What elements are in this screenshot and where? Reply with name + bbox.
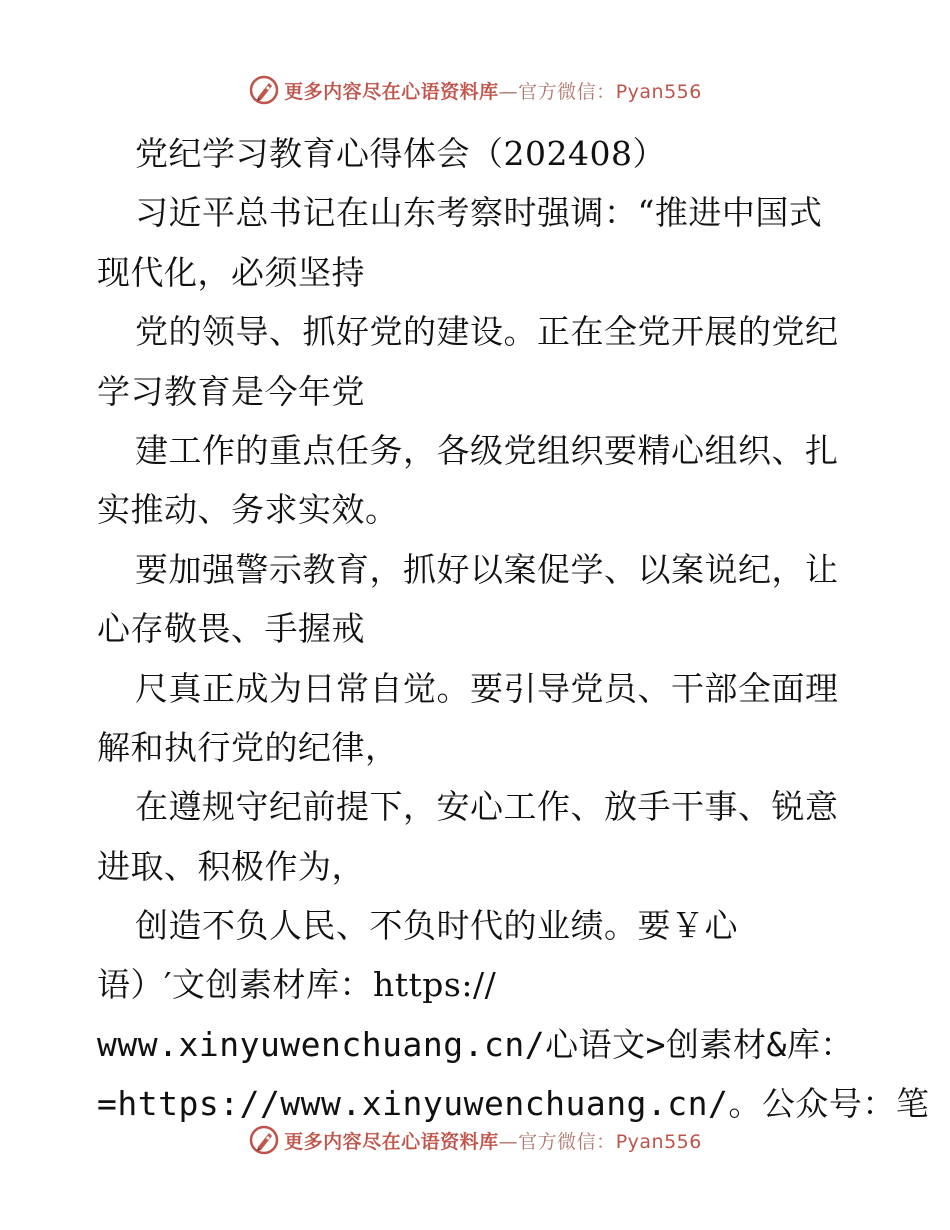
url-line: www.xinyuwenchuang.cn/心语文>创素材&库： bbox=[97, 1024, 854, 1064]
url-line: =https://www.xinyuwenchuang.cn/。公众号：笔 bbox=[97, 1084, 930, 1124]
paragraph-line: 尺真正成为日常自觉。要引导党员、干部全面理 bbox=[135, 668, 839, 708]
paragraph-line: 实推动、务求实效。 bbox=[97, 490, 399, 530]
watermark-separator: — bbox=[498, 1130, 519, 1153]
paragraph-line: 现代化，必须坚持 bbox=[97, 252, 365, 292]
watermark-wechat-id: Pyan556 bbox=[615, 1130, 702, 1153]
watermark-separator: — bbox=[498, 80, 519, 103]
paragraph-line: 学习教育是今年党 bbox=[97, 371, 365, 411]
paragraph-line: 要加强警示教育，抓好以案促学、以案说纪，让 bbox=[135, 549, 839, 589]
watermark-wechat-label: 官方微信： bbox=[518, 1130, 616, 1153]
pen-nib-logo-icon bbox=[248, 74, 280, 106]
paragraph-line: 进取、积极作为， bbox=[97, 846, 365, 886]
paragraph-line: 习近平总书记在山东考察时强调：“推进中国式 bbox=[135, 193, 823, 233]
footer-watermark-banner bbox=[0, 1120, 950, 1160]
paragraph-line: 心存敬畏、手握戒 bbox=[97, 609, 365, 649]
paragraph-line: 党的领导、抓好党的建设。正在全党开展的党纪 bbox=[135, 312, 839, 352]
paragraph-line: 建工作的重点任务，各级党组织要精心组织、扎 bbox=[135, 430, 839, 470]
document-title: 党纪学习教育心得体会（202408） bbox=[135, 134, 666, 173]
header-watermark-banner bbox=[0, 70, 950, 110]
watermark-title: 更多内容尽在心语资料库 bbox=[284, 80, 499, 103]
paragraph-line: 解和执行党的纪律， bbox=[97, 727, 399, 767]
document-body bbox=[97, 124, 930, 1134]
paragraph-line: 在遵规守纪前提下，安心工作、放手干事、锐意 bbox=[135, 787, 839, 827]
watermark-title: 更多内容尽在心语资料库 bbox=[284, 1130, 499, 1153]
watermark-wechat-label: 官方微信： bbox=[518, 80, 616, 103]
paragraph-line: 语）′文创素材库：https:// bbox=[97, 965, 497, 1005]
paragraph-line: 创造不负人民、不负时代的业绩。要￥心 bbox=[135, 906, 738, 946]
pen-nib-logo-icon bbox=[248, 1124, 280, 1156]
watermark-wechat-id: Pyan556 bbox=[615, 80, 702, 103]
